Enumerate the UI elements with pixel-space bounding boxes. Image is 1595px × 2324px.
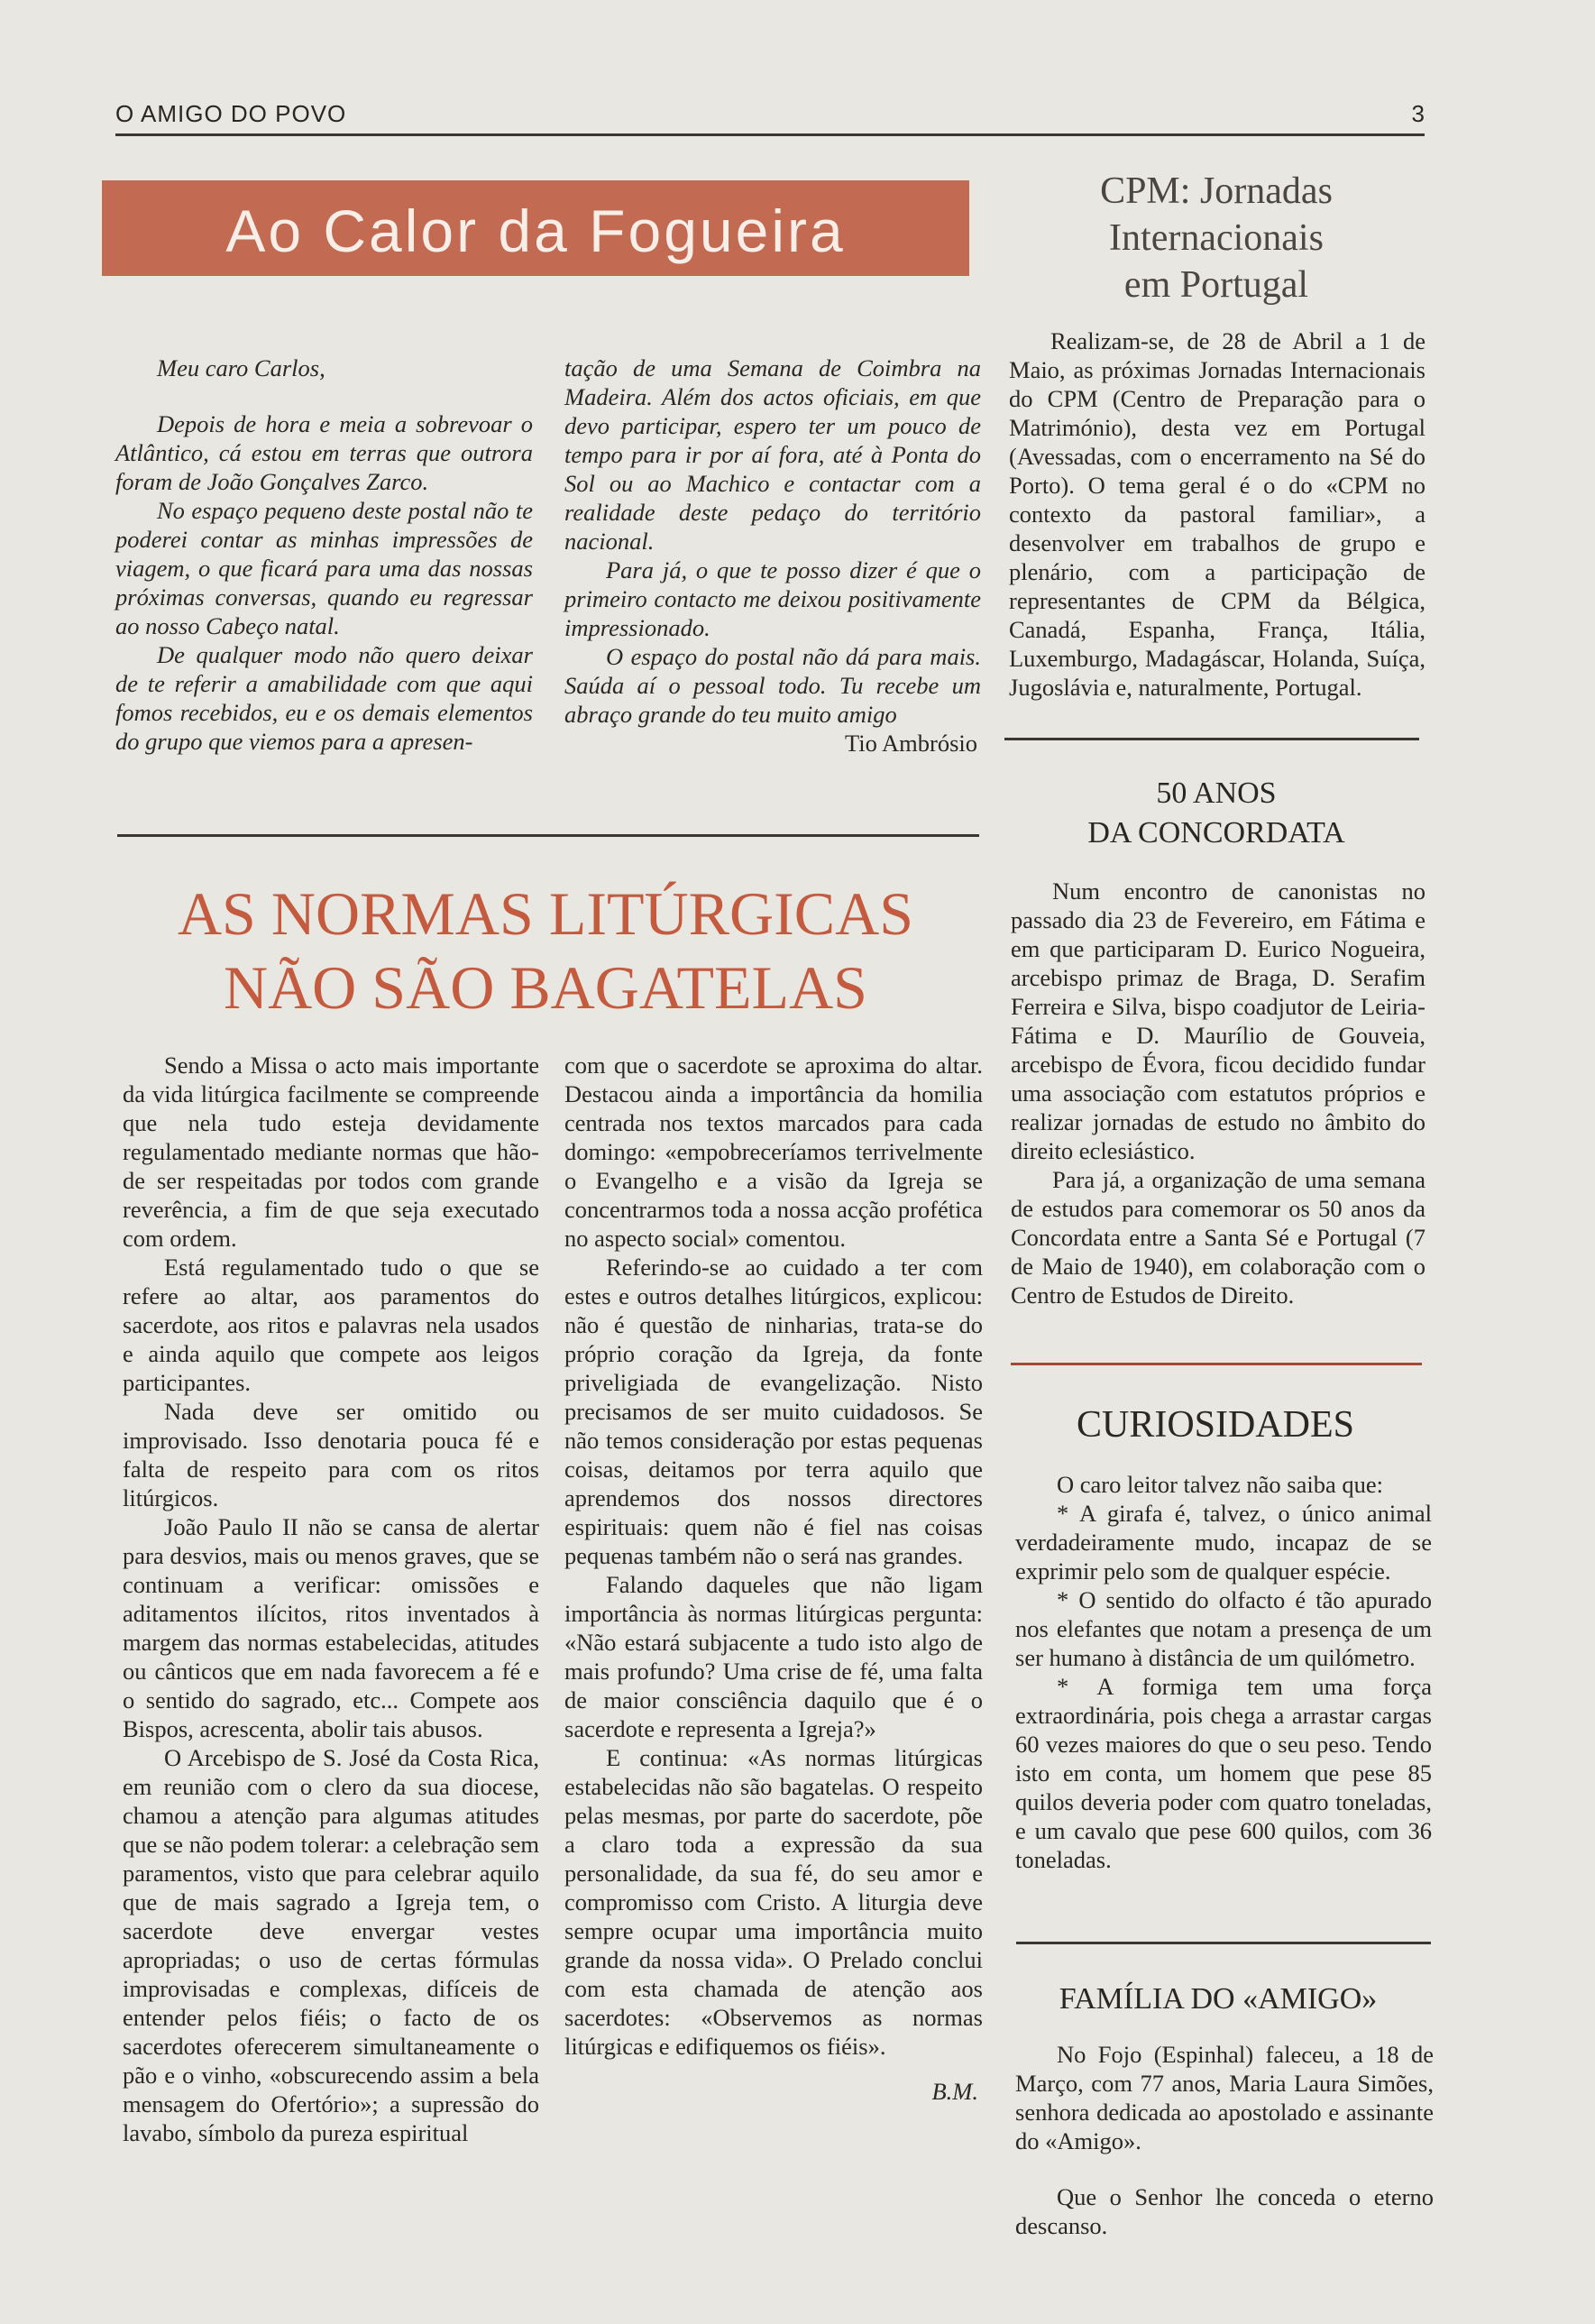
article-paragraph: com que o sacerdote se aproxima do altar. Destacou ainda a importância da homilia centrada nos textos marcados para cada domingo: «empobreceríamos terrivelmente o Evangelho e a visão da Igreja se concentrarmos toda a nossa acção profética no aspecto social» comentou. <box>564 1052 983 1252</box>
cpm-paragraph: Realizam-se, de 28 de Abril a 1 de Maio, as próximas Jornadas Internacionais do CPM (Centro de Preparação para o Matrimónio), desta vez em Portugal (Avessadas, com o encerramento na Sé do Porto). O tema geral é o do «CPM no contexto da pastoral familiar», a desenvolver em trabalhos de grupo e plenário, com a participação de representantes de CPM da Bélgica, Canadá, Espanha, França, Itália, Luxemburgo, Madagáscar, Holanda, Suíça, Jugoslávia e, naturalmente, Portugal. <box>1009 327 1425 701</box>
article-paragraph: Sendo a Missa o acto mais importante da vida litúrgica facilmente se compreende que nela tudo esteja devidamente regulamentado mediante normas que hão-de ser respeitadas por todos com grande reverência, a fim de que seja executado com ordem. <box>123 1052 539 1252</box>
familia-title: FAMÍLIA DO «AMIGO» <box>1059 1982 1378 2016</box>
section-banner <box>102 180 969 276</box>
masthead <box>115 99 1425 136</box>
banner-title: Ao Calor da Fogueira <box>225 197 846 264</box>
letter-paragraph: No espaço pequeno deste postal não te poderei contar as minhas impressões de viagem, o que ficará para uma das nossas próximas conversas, quando eu regressar ao nosso Cabeço natal. <box>115 497 533 639</box>
section-divider <box>1011 1363 1422 1365</box>
article-paragraph: Falando daqueles que não ligam importância às normas litúrgicas pergunta: «Não estará subjacente a tudo isto algo de mais profundo? Uma crise de fé, uma falta de maior consciência daquilo que é o sacerdote e representa a Igreja?» <box>564 1571 983 1742</box>
familia-headline <box>1010 1980 1426 2019</box>
cpm-body <box>1009 326 1425 702</box>
concordata-title-line-2: DA CONCORDATA <box>1087 816 1345 850</box>
article-headline <box>108 877 983 1024</box>
letter-paragraph: O espaço do postal não dá para mais. Saúda aí o pessoal todo. Tu recebe um abraço grande do teu muito amigo <box>564 643 981 728</box>
letter-paragraph: tação de uma Semana de Coimbra na Madeira. Além dos actos oficiais, em que devo participar, espero ter um pouco de tempo para ir por aí fora, até à Ponta do Sol ou ao Machico e contactar com a realidade deste pedaço do território nacional. <box>564 354 981 555</box>
letter-signature: Tio Ambrósio <box>844 730 977 757</box>
curiosidades-intro: O caro leitor talvez não saiba que: <box>1057 1471 1384 1498</box>
article-paragraph: Referindo-se ao cuidado a ter com estes e outros detalhes litúrgicos, explicou: não é questão de ninharias, trata-se do próprio coração da Igreja, da fonte priveligiada de evangelização. Nisto precisamos de ser muito cuidadosos. Se não temos consideração por estas pequenas coisas, deitamos por terra aquilo que aprendemos dos nossos directores espirituais: quem não é fiel nas coisas pequenas também não o será nas grandes. <box>564 1254 983 1569</box>
article-paragraph: Está regulamentado tudo o que se refere ao altar, aos paramentos do sacerdote, aos ritos e palavras nela usados e ainda aquilo que compete aos leigos participantes. <box>123 1254 539 1396</box>
newspaper-title: O AMIGO DO POVO <box>115 100 347 127</box>
concordata-body <box>1011 877 1425 1309</box>
cpm-title-line-1: CPM: Jornadas <box>1100 170 1333 212</box>
section-divider <box>1016 1942 1431 1944</box>
article-paragraph: E continua: «As normas litúrgicas estabelecidas não são bagatelas. O respeito pelas mesmas, por parte do sacerdote, põe a claro toda a expressão da sua personalidade, da sua fé, do seu amor e compromisso com Cristo. A liturgia deve sempre ocupar uma importância muito grande da nossa vida». O Prelado conclui com esta chamada de atenção aos sacerdotes: «Observemos as normas litúrgicas e edifiquemos os fiéis». <box>564 1744 983 2060</box>
curiosidades-item: * A formiga tem uma força extraordinária, pois chega a arrastar cargas 60 vezes maiores do que o seu peso. Tendo isto em conta, um homem que pese 85 quilos deveria poder com quatro toneladas, e um cavalo que pese 600 quilos, com 36 toneladas. <box>1015 1673 1432 1873</box>
section-divider <box>117 834 979 837</box>
letter-column-2 <box>564 354 981 758</box>
article-column-2 <box>564 1051 983 2106</box>
curiosidades-item: * O sentido do olfacto é tão apurado nos elefantes que notam a presença de um ser humano à distância de um quilómetro. <box>1015 1586 1432 1671</box>
article-paragraph: João Paulo II não se cansa de alertar para desvios, mais ou menos graves, que se continuam a verificar: omissões e aditamentos ilícitos, ritos inventados à margem das normas estabelecidas, atitudes ou cânticos que em nada favorecem a fé e o sentido do sagrado, etc... Compete aos Bispos, acrescenta, abolir tais abusos. <box>123 1513 539 1742</box>
letter-paragraph: Para já, o que te posso dizer é que o primeiro contacto me deixou positivamente impressionado. <box>564 556 981 641</box>
letter-paragraph: De qualquer modo não quero deixar de te referir a amabilidade com que aqui fomos recebidos, eu e os demais elementos do grupo que viemos para a apresen- <box>115 641 533 755</box>
letter-column-1 <box>115 354 533 756</box>
headline-line-2: NÃO SÃO BAGATELAS <box>223 953 868 1022</box>
concordata-headline <box>1008 774 1425 853</box>
familia-body <box>1015 2040 1434 2240</box>
cpm-headline <box>1008 168 1425 308</box>
letter-salutation: Meu caro Carlos, <box>157 354 325 381</box>
page-number: 3 <box>1411 100 1425 127</box>
cpm-title-line-3: em Portugal <box>1123 264 1309 306</box>
section-divider <box>1004 738 1419 740</box>
curiosidades-body <box>1015 1470 1432 1874</box>
article-signature: B.M. <box>931 2078 978 2105</box>
cpm-title-line-2: Internacionais <box>1109 217 1324 259</box>
letter-paragraph: Depois de hora e meia a sobrevoar o Atlântico, cá estou em terras que outrora foram de João Gonçalves Zarco. <box>115 410 533 495</box>
familia-paragraph: Que o Senhor lhe conceda o eterno descanso. <box>1015 2183 1434 2239</box>
familia-paragraph: No Fojo (Espinhal) faleceu, a 18 de Março, com 77 anos, Maria Laura Simões, senhora dedicada ao apostolado e assinante do «Amigo». <box>1015 2041 1434 2154</box>
article-column-1 <box>123 1051 539 2147</box>
concordata-title-line-1: 50 ANOS <box>1156 776 1277 810</box>
curiosidades-headline <box>1008 1402 1423 1447</box>
article-paragraph: Nada deve ser omitido ou improvisado. Isso denotaria pouca fé e falta de respeito para com os ritos litúrgicos. <box>123 1398 539 1511</box>
curiosidades-title: CURIOSIDADES <box>1076 1404 1355 1446</box>
article-paragraph: O Arcebispo de S. José da Costa Rica, em reunião com o clero da sua diocese, chamou a atenção para algumas atitudes que se não podem tolerar: a celebração sem paramentos, visto que para celebrar aquilo que de mais sagrado a Igreja tem, o sacerdote deve envergar vestes apropriadas; o uso de certas fórmulas improvisadas e complexas, difíceis de entender pelos fiéis; o facto de os sacerdotes oferecerem simultaneamente o pão e o vinho, «obscurecendo assim a bela mensagem do Ofertório»; a supressão do lavabo, símbolo da pureza espiritual <box>123 1744 539 2146</box>
headline-line-1: AS NORMAS LITÚRGICAS <box>177 879 914 948</box>
concordata-paragraph: Para já, a organização de uma semana de estudos para comemorar os 50 anos da Concordata entre a Santa Sé e Portugal (7 de Maio de 1940), em colaboração com o Centro de Estudos de Direito. <box>1011 1166 1425 1309</box>
concordata-paragraph: Num encontro de canonistas no passado dia 23 de Fevereiro, em Fátima e em que participaram D. Eurico Nogueira, arcebispo primaz de Braga, D. Serafim Ferreira e Silva, bispo coadjutor de Leiria-Fátima e D. Maurílio de Gouveia, arcebispo de Évora, ficou decidido fundar uma associação com estatutos próprios e realizar jornadas de estudo no âmbito do direito eclesiástico. <box>1011 877 1425 1164</box>
curiosidades-item: * A girafa é, talvez, o único animal verdadeiramente mudo, incapaz de se exprimir pelo som de qualquer espécie. <box>1015 1500 1432 1585</box>
